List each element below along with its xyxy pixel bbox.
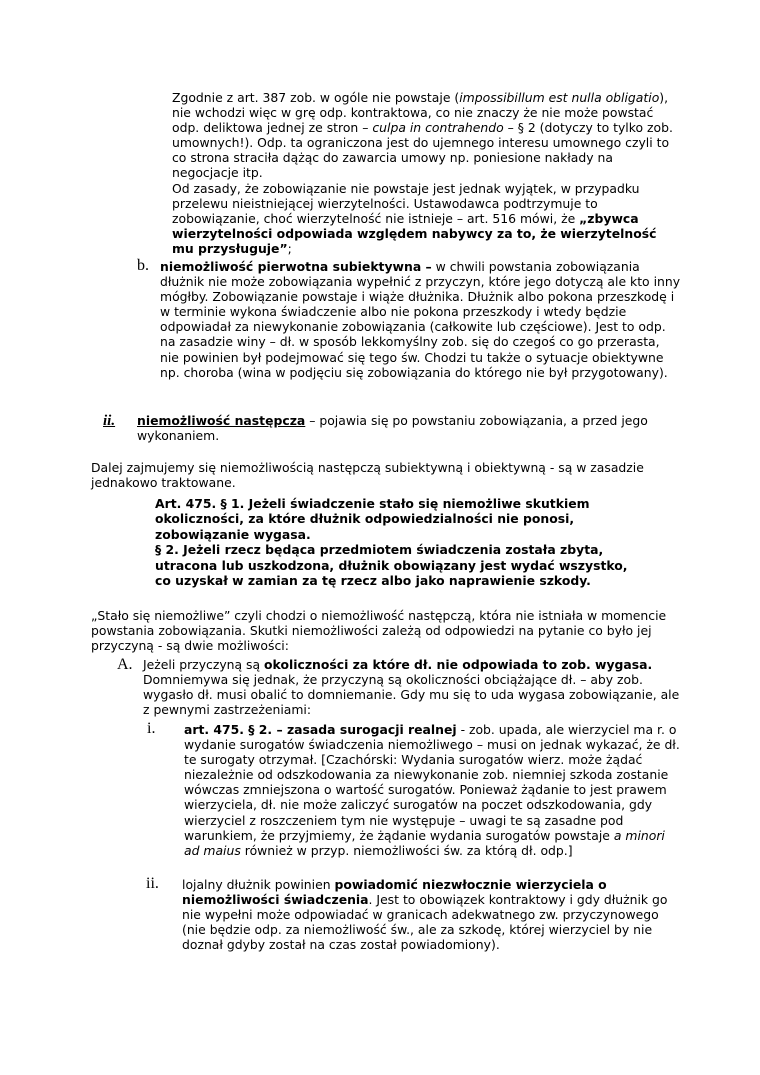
paragraph-consequences-text: „Stało się niemożliwe” czyli chodzi o niemożliwość następczą, która nie istniała w momencie powstania zobowiązania. Skutki niemożliwości zależą od odpowiedzi na pytanie co było jej przyczyną - są dwie możliwości: — [91, 608, 667, 654]
paragraph-impossibility-art387 — [172, 90, 680, 256]
item-A-text: Domniemywa się jednak, że przyczyną są okoliczności obciążające dł. – aby zob. wygasło dł. musi obalić to domniemanie. Gdy mu się to uda wygasa zobowiązanie, ale z pewnymi zastrzeżeniami: — [143, 672, 680, 718]
paragraph-exception-text: Od zasady, że zobowiązanie nie powstaje jest jednak wyjątek, w przypadku przelewu nieistniejącej wierzytelności. Ustawodawca podtrzymuje to zobowiązanie, choć wierzytelność nie istnieje – art. 516 mówi, że „zbywca wierzytelności odpowiada względem nabywcy za to, że wierzytelność mu przysługuje”; — [172, 180, 657, 256]
list-item-i — [184, 722, 682, 858]
list-marker-A: A. — [117, 656, 133, 673]
list-item-ii-top — [137, 413, 682, 443]
list-item-b — [160, 259, 682, 380]
list-item-A — [143, 657, 688, 717]
item-ii-top-text: niemożliwość następcza – pojawia się po powstaniu zobowiązania, a przed jego wykonaniem. — [137, 413, 648, 444]
list-marker-i: i. — [147, 720, 156, 737]
quote-art-475-para1: Art. 475. § 1. Jeżeli świadczenie stało się niemożliwe skutkiem okoliczności, za które dłużnik odpowiedzialności nie ponosi, zobowiązanie wygasa. — [155, 496, 590, 542]
paragraph-intro-text: Dalej zajmujemy się niemożliwością następczą subiektywną i obiektywną - są w zasadzie jednakowo traktowane. — [91, 460, 644, 491]
paragraph-consequences — [91, 608, 691, 653]
paragraph-intro — [91, 460, 691, 490]
quote-art-475 — [155, 496, 633, 588]
item-ii-text: lojalny dłużnik powinien powiadomić niezwłocznie wierzyciela o niemożliwości świadczenia. Jest to obowiązek kontraktowy i gdy dłużnik go nie wypełni może odpowiadać w granicach adekwatnego zw. przyczynowego (nie będzie odp. za niemożliwość św., ale za szkodę, której wierzyciel by nie doznał gdyby został na czas został powiadomiony). — [182, 877, 668, 953]
list-marker-ii-top: ii. — [103, 413, 116, 429]
item-i-text: art. 475. § 2. – zasada surogacji realnej - zob. upada, ale wierzyciel ma r. o wydanie surogatów świadczenia niemożliwego – musi on jednak wykazać, że dł. te surogaty otrzymał. [Czachórski: Wydania surogatów wierz. może żądać niezależnie od odszkodowania za niewykonanie zob. niemniej szkoda zostanie wówczas zmniejszona o wartość surogatów. Ponieważ żądanie to jest prawem wierzyciela, dł. nie może zaliczyć surogatów na poczet odszkodowania, gdy wierzyciel z roszczeniem tym nie występuje – uwagi te są zasadne pod warunkiem, że przyjmiemy, że żądanie wydania surogatów powstaje a minori ad maius również w przyp. niemożliwości św. za którą dł. odp.] — [184, 722, 680, 858]
list-marker-b: b. — [137, 257, 149, 274]
item-A-heading: Jeżeli przyczyną są okoliczności za które dł. nie odpowiada to zob. wygasa. — [143, 657, 653, 672]
quote-art-475-para2: § 2. Jeżeli rzecz będąca przedmiotem świadczenia została zbyta, utracona lub uszkodzona, dłużnik obowiązany jest wydać wszystko, co uzyskał w zamian za tę rzecz albo jako naprawienie szkody. — [155, 542, 628, 589]
item-b-text: niemożliwość pierwotna subiektywna – w chwili powstania zobowiązania dłużnik nie może zobowiązania wypełnić z przyczyn, które jego dotyczą ale kto inny mógłby. Zobowiązanie powstaje i wiąże dłużnika. Dłużnik albo pokona przeszkodę i w terminie wykona świadczenie albo nie pokona przeszkody i wtedy będzie odpowiadał za niewykonanie zobowiązania (całkowite lub częściowe). Jest to odp. na zasadzie winy – dł. w sposób lekkomyślny zob. się do czegoś co go przerasta, nie powinien był podejmować się tego św. Chodzi tu także o sytuacje obiektywne np. choroba (wina w podjęciu się zobowiązania do którego nie był przygotowany). — [160, 259, 681, 380]
list-marker-ii: ii. — [146, 875, 159, 892]
paragraph-art387-text: Zgodnie z art. 387 zob. w ogóle nie powstaje (impossibillum est nulla obligatio), nie wchodzi więc w grę odp. kontraktowa, co nie znaczy że nie może powstać odp. deliktowa jednej ze stron – culpa in contrahendo – § 2 (dotyczy to tylko zob. umownych!). Odp. ta ograniczona jest do ujemnego interesu umownego czyli to co strona straciła dążąc do zawarcia umowy np. poniesione nakłady na negocjacje itp. — [172, 90, 673, 181]
list-item-ii — [182, 877, 682, 952]
